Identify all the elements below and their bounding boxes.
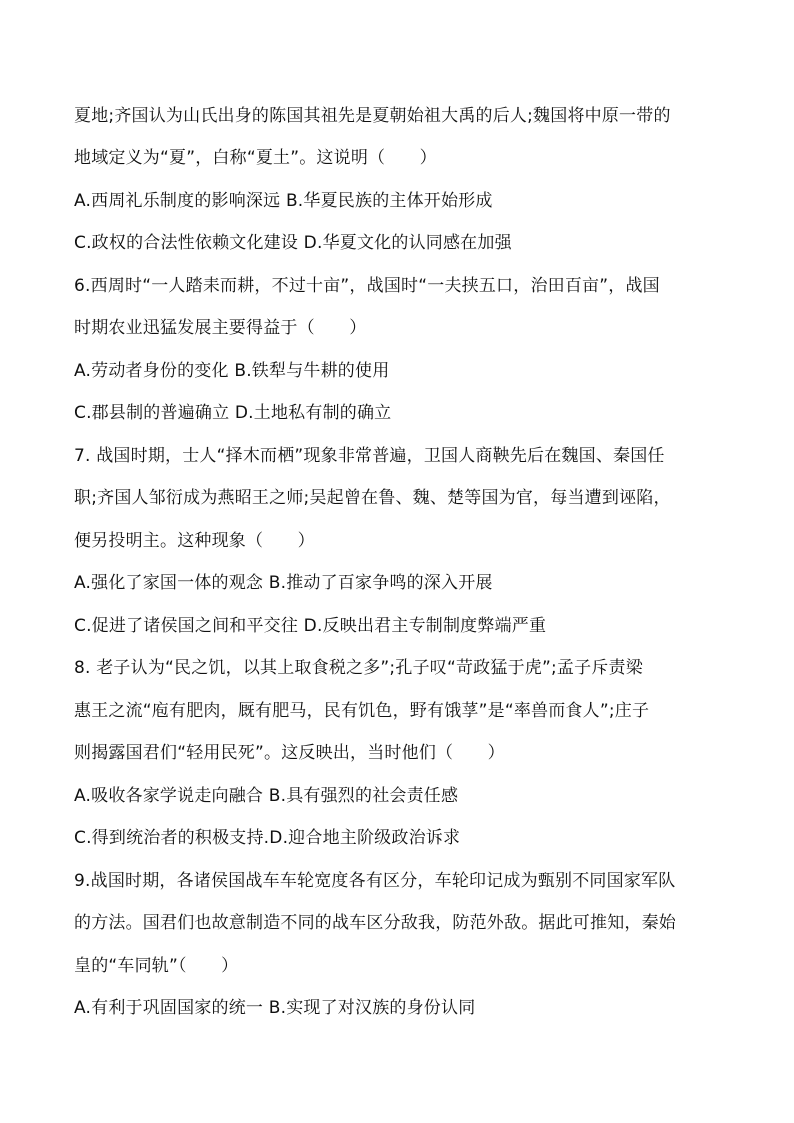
text-line: C.郡县制的普遍确立 D.土地私有制的确立 — [74, 403, 392, 423]
text-line: A.劳动者身份的变化 B.铁犁与牛耕的使用 — [74, 361, 390, 381]
text-line: 夏地;齐国认为山氏出身的陈国其祖先是夏朝始祖大禹的后人;魏国将中原一带的 — [74, 106, 671, 126]
text-line: A.强化了家国一体的观念 B.推动了百家争鸣的深入开展 — [74, 573, 493, 593]
text-line: 9.战国时期，各诸侯国战车车轮宽度各有区分，车轮印记成为甄别不同国家军队 — [74, 871, 676, 891]
text-line: 皇的“车同轨”（ ） — [74, 956, 239, 976]
text-line: 7. 战国时期，士人“择木而栖”现象非常普遍，卫国人商鞅先后在魏国、秦国任 — [74, 446, 665, 466]
text-line: C.政权的合法性依赖文化建设 D.华夏文化的认同感在加强 — [74, 233, 512, 253]
text-line: 的方法。国君们也故意制造不同的战车区分敌我，防范外敌。据此可推知，秦始 — [74, 913, 676, 933]
text-line: 时期农业迅猛发展主要得益于（ ） — [74, 318, 367, 338]
text-line: 则揭露国君们“轻用民死”。这反映出，当时他们（ ） — [74, 743, 505, 763]
text-line: 地域定义为“夏”，白称“夏土”。这说明（ ） — [74, 148, 437, 168]
text-line: 职;齐国人邹衍成为燕昭王之师;吴起曾在鲁、魏、楚等国为官，每当遭到诬陷， — [74, 488, 671, 508]
text-line: A.有利于巩固国家的统一 B.实现了对汉族的身份认同 — [74, 998, 476, 1018]
text-line: 8. 老子认为“民之饥，以其上取食税之多”;孔子叹“苛政猛于虎”;孟子斥责梁 — [74, 658, 643, 678]
text-line: A.西周礼乐制度的影响深远 B.华夏民族的主体开始形成 — [74, 191, 493, 211]
text-line: A.吸收各家学说走向融合 B.具有强烈的社会责任感 — [74, 786, 459, 806]
text-line: 惠王之流“庖有肥肉，厩有肥马，民有饥色，野有饿莩”是“率兽而食人”;庄子 — [74, 701, 650, 721]
text-line: 便另投明主。这种现象（ ） — [74, 531, 315, 551]
text-line: 6.西周时“一人踏耒而耕，不过十亩”，战国时“一夫挟五口，治田百亩”，战国 — [74, 276, 660, 296]
text-line: C.促进了诸侯国之间和平交往 D.反映出君主专制制度弊端严重 — [74, 616, 547, 636]
text-line: C.得到统治者的积极支持.D.迎合地主阶级政治诉求 — [74, 828, 461, 848]
